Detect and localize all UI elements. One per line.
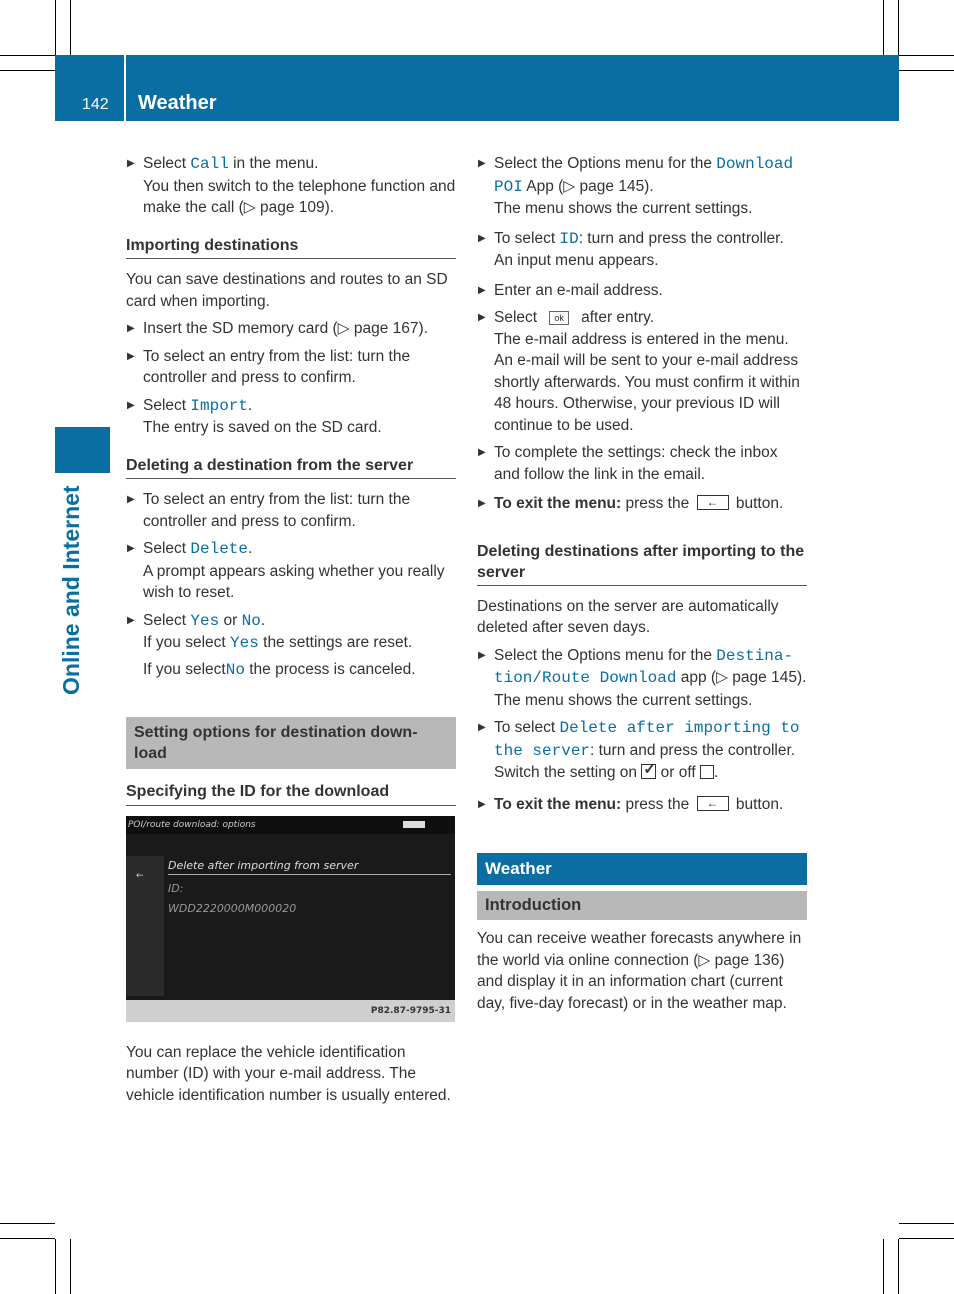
crop-mark [0, 55, 55, 56]
crop-mark [70, 1239, 71, 1294]
step: ▶ Select Yes or No. If you select Yes the settings are reset. If you selectNo the process is canceled. [127, 611, 416, 679]
menu-code: Call [190, 155, 229, 173]
checkbox-empty-icon [700, 765, 714, 779]
step: ▶ To select ID: turn and press the controller. An input menu appears. [478, 229, 784, 269]
menu-code: ID [559, 229, 579, 248]
page-number: 142 [82, 96, 109, 113]
crop-mark [899, 1238, 954, 1239]
step: ▶ To exit the menu: press the ← button. [477, 794, 807, 816]
menu-code: Yes [190, 611, 220, 630]
crop-mark [899, 1223, 954, 1224]
arrow-icon: ▶ [478, 312, 486, 323]
menu-code: Delete [190, 540, 248, 558]
left-column [126, 153, 456, 1112]
step: ▶ To select Delete after importing to the server: turn and press the controller. Switch the setting on ✓ or off . [477, 717, 807, 784]
section-heading: Deleting destinations after importing to the server [477, 541, 807, 586]
screen-row-id-label: ID: [168, 881, 184, 895]
crop-mark [899, 70, 954, 71]
paragraph: You can receive weather forecasts anywhere in the world via online connection (▷ page 136) and display it in an information chart (current day, five-day forecast) or in the weather map. [477, 930, 802, 1012]
crop-mark [0, 1238, 55, 1239]
checkbox-checked-icon [641, 764, 656, 779]
screen-row-id-value: WDD2220000M000020 [168, 901, 297, 915]
step-note: The menu shows the current settings. [494, 200, 753, 217]
step-note: An input menu appears. [494, 252, 659, 269]
crop-mark [898, 0, 899, 55]
arrow-icon: ▶ [127, 614, 135, 626]
arrow-icon: ▶ [127, 494, 135, 505]
section-heading: Specifying the ID for the download [126, 781, 456, 806]
step: ▶ Select Import. The entry is saved on the SD card. [127, 396, 382, 436]
crop-mark [55, 1239, 56, 1294]
arrow-icon: ▶ [127, 399, 135, 411]
crop-mark [883, 1239, 884, 1294]
menu-code: Delete after importing to the server [494, 719, 800, 760]
arrow-icon: ▶ [127, 543, 135, 554]
back-button-icon [697, 495, 729, 510]
step: ▶ To select an entry from the list: turn the controller and press to confirm. [127, 491, 411, 530]
step: ▶ Select Delete. A prompt appears asking whether you really wish to reset. [127, 540, 445, 601]
step: ▶ Select ok after entry. The e-mail address is entered in the menu. An e-mail will be sent to your e-mail address shortly afterwards. You must confirm it within 48 hours. Otherwise, your previous ID will continue to be used. [478, 309, 800, 434]
paragraph: You can save destinations and routes to an SD card when importing. [126, 271, 448, 310]
arrow-icon: ▶ [478, 498, 486, 509]
step: ▶ Insert the SD memory card (▷ page 167). [126, 318, 456, 340]
arrow-icon: ▶ [127, 323, 135, 334]
crop-mark [70, 0, 71, 55]
screen-row-delete: Delete after importing from server [168, 858, 451, 875]
step-note: You then switch to the telephone function and make the call (▷ page 109). [143, 177, 456, 216]
back-button-icon [697, 796, 729, 811]
paragraph: Destinations on the server are automatically deleted after seven days. [477, 597, 779, 636]
menu-code: Download POI [494, 155, 794, 196]
step-note: A prompt appears asking whether you really wish to reset. [143, 562, 445, 601]
menu-code: Yes [230, 634, 259, 652]
arrow-icon: ▶ [478, 232, 486, 244]
right-column [477, 153, 807, 1020]
section-heading: Importing destinations [126, 235, 456, 260]
step-note: The e-mail address is entered in the menu. An e-mail will be sent to your e-mail address shortly afterwards. You must confirm it within 48 hours. Otherwise, your previous ID will continue to be used. [494, 330, 800, 434]
step: ▶ Enter an e-mail address. [477, 280, 807, 302]
signal-icon [403, 821, 425, 828]
step-note: The menu shows the current settings. [494, 691, 753, 709]
step: ▶ Select the Options menu for the Download POI App (▷ page 145). The menu shows the current settings. [478, 155, 794, 217]
crop-mark [0, 70, 55, 71]
step: ▶ To complete the settings: check the inbox and follow the link in the email. [478, 444, 778, 483]
side-tab-marker [55, 427, 110, 473]
arrow-icon: ▶ [478, 158, 486, 169]
image-code: P82.87-9795-31 [126, 1000, 455, 1022]
arrow-icon: ▶ [478, 284, 486, 296]
menu-code: No [241, 611, 261, 630]
arrow-icon: ▶ [478, 447, 486, 458]
crop-mark [55, 0, 56, 55]
screen-left-panel [126, 856, 164, 996]
crop-mark [0, 1223, 55, 1224]
arrow-icon: ▶ [478, 649, 486, 661]
section-box-introduction: Introduction [477, 891, 807, 921]
section-box-heading: Setting options for destination down-load [126, 717, 456, 769]
crop-mark [883, 0, 884, 55]
crop-mark [899, 55, 954, 56]
arrow-icon: ▶ [478, 722, 486, 733]
step: ▶ To select an entry from the list: turn the controller and press to confirm. [127, 347, 411, 386]
menu-code: Destina-tion/Route Download [494, 646, 794, 687]
screen-title: POI/route download: options [126, 816, 455, 834]
arrow-icon: ▶ [478, 798, 486, 810]
step: ▶ Select Call in the menu. You then switch to the telephone function and make the call (▷ page 109). [127, 155, 456, 216]
crop-mark [898, 1239, 899, 1294]
section-box-weather: Weather [477, 853, 807, 885]
ok-key-icon: ok [549, 311, 569, 325]
step-note: The entry is saved on the SD card. [143, 419, 382, 436]
back-icon: ← [136, 870, 144, 881]
paragraph: You can replace the vehicle identification number (ID) with your e-mail address. The vehicle identification number is usually entered. [126, 1043, 451, 1104]
display-screenshot [126, 816, 455, 1022]
chapter-title: Weather [138, 92, 217, 114]
arrow-icon: ▶ [127, 350, 135, 362]
section-heading: Deleting a destination from the server [126, 455, 456, 480]
menu-code: Import [190, 396, 248, 415]
menu-code: No [225, 660, 245, 679]
header-separator [124, 55, 126, 121]
step: ▶ Select the Options menu for the Destina-tion/Route Download app (▷ page 145). The menu shows the current settings. [478, 646, 807, 709]
step: ▶ To exit the menu: press the ← button. [477, 493, 807, 515]
side-tab-label: Online and Internet [58, 485, 84, 695]
arrow-icon: ▶ [127, 158, 135, 169]
